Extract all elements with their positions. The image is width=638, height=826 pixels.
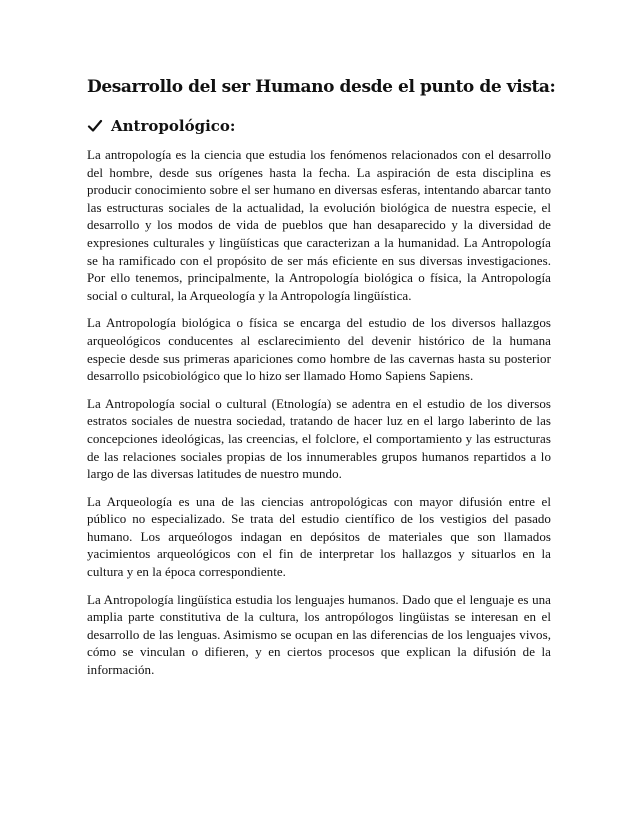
paragraph-social: La Antropología social o cultural (Etnología) se adentra en el estudio de los diversos estratos sociales de nuestra sociedad, tratando de hacer luz en el largo laberinto de las concepciones ideológicas, las creencias, el folclore, el comportamiento y las estructuras de las relaciones sociales propias de los innumerables grupos humanos repartidos a lo largo de las diversas latitudes de nuestro mundo.	[87, 395, 551, 482]
document-title: Desarrollo del ser Humano desde el punto de vista:	[87, 77, 556, 97]
paragraph-linguistic: La Antropología lingüística estudia los lenguajes humanos. Dado que el lenguaje es una amplia parte constitutiva de la cultura, los antropólogos lingüistas se interesan en el desarrollo de las lenguas. Asimismo se ocupan en las diferencias de los lenguajes vivos, cómo se vinculan o difieren, y en ciertos procesos que explican la difusión de la información.	[87, 591, 551, 678]
paragraph-intro: La antropología es la ciencia que estudia los fenómenos relacionados con el desarrollo del hombre, desde sus orígenes hasta la fecha. La aspiración de esta disciplina es producir conocimiento sobre el ser humano en diversas esferas, intentando abarcar tanto las estructuras sociales de la actualidad, la evolución biológica de nuestra especie, el desarrollo y los modos de vida de pueblos que han desaparecido y la diversidad de expresiones culturales y lingüísticas que caracterizan a la humanidad. La Antropología se ha ramificado con el propósito de ser más eficiente en sus diversas investigaciones. Por ello tenemos, principalmente, la Antropología biológica o física, la Antropología social o cultural, la Arqueología y la Antropología lingüística.	[87, 147, 551, 303]
section-heading	[87, 116, 551, 136]
document-body	[87, 76, 556, 689]
check-icon	[87, 118, 103, 134]
paragraph-biological: La Antropología biológica o física se encarga del estudio de los diversos hallazgos arqueológicos conducentes al esclarecimiento del devenir histórico de la humana especie desde sus primeras apariciones como hombre de las cavernas hasta su posterior desarrollo psicobiológico que lo hizo ser llamado Homo Sapiens Sapiens.	[87, 315, 551, 384]
section-heading-label: Antropológico:	[111, 117, 236, 135]
paragraph-archaeology: La Arqueología es una de las ciencias antropológicas con mayor difusión entre el público no especializado. Se trata del estudio científico de los vestigios del pasado humano. Los arqueólogos indagan en depósitos de materiales que son llamados yacimientos arqueológicos con el fin de interpretar los hallazgos y situarlos en la cultura y en la época correspondiente.	[87, 493, 551, 580]
